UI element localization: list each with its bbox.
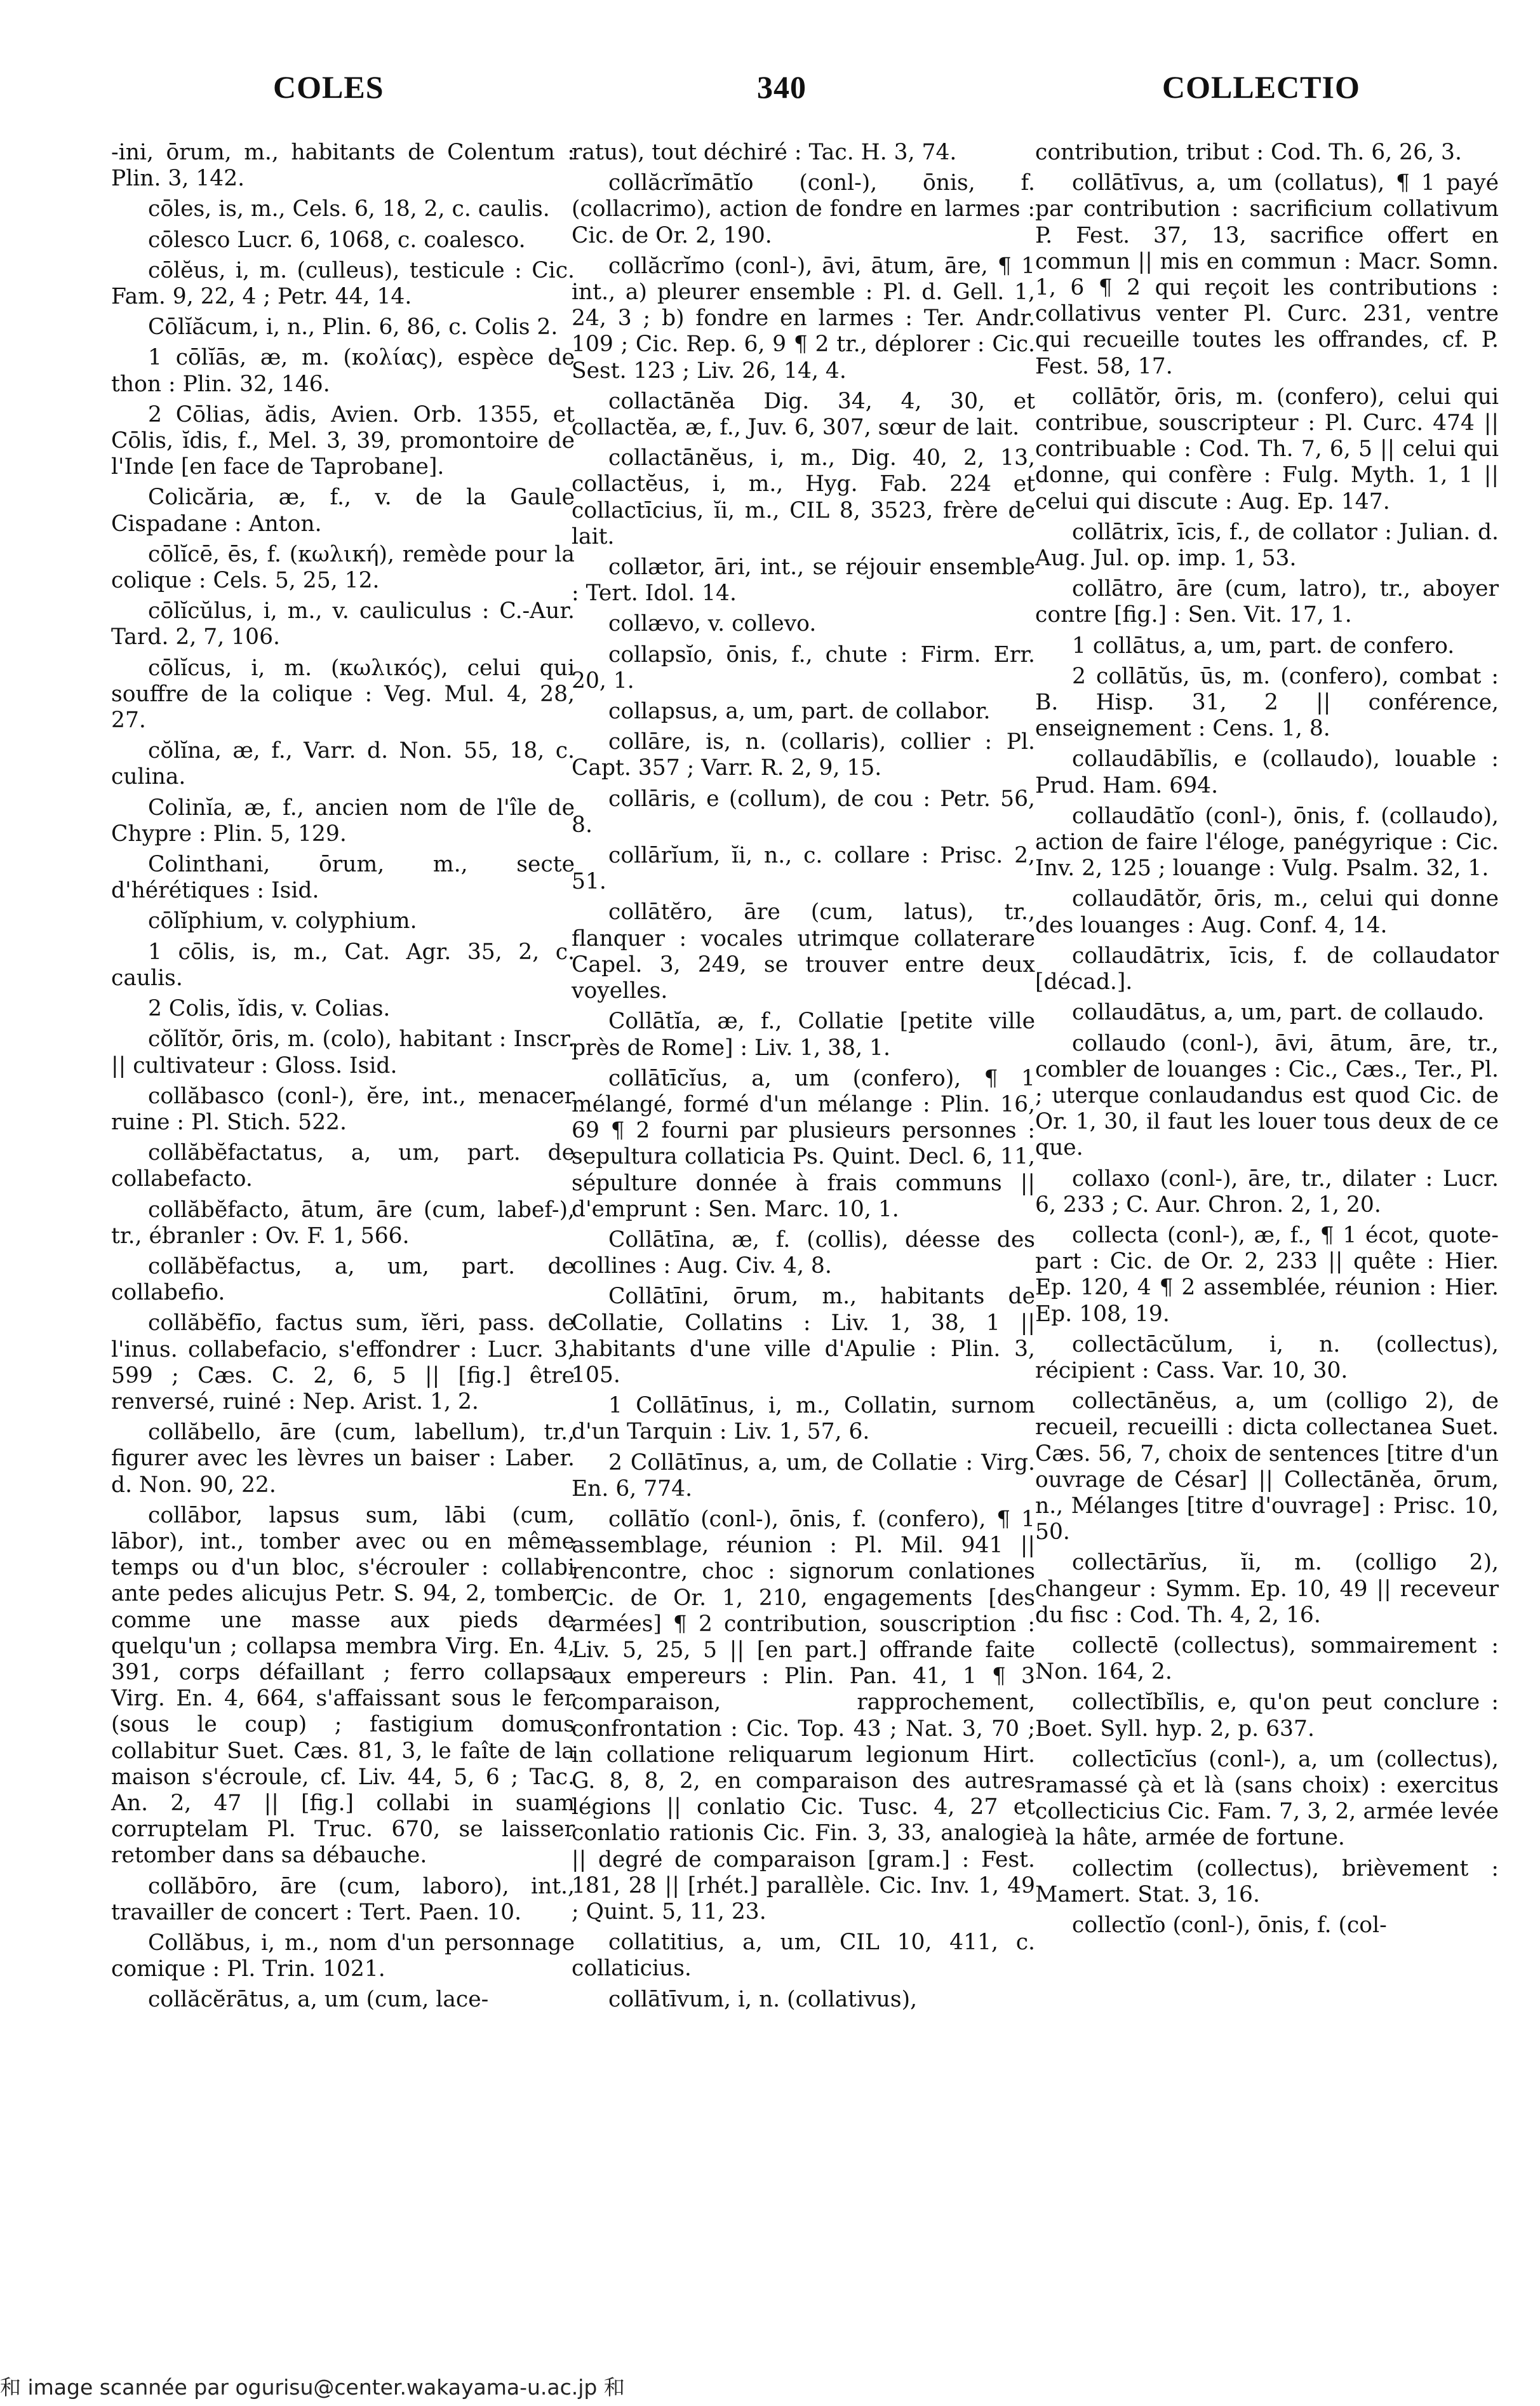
dictionary-entry: 2 Cōlias, ădis, Avien. Orb. 1355, et Cōlis, ĭdis, f., Mel. 3, 39, promontoire de l'Inde [en face de Taprobane]. [111, 401, 575, 480]
dictionary-entry: Collăbus, i, m., nom d'un personnage comique : Pl. Trin. 1021. [111, 1930, 575, 1982]
column-2 [572, 140, 1035, 2017]
dictionary-entry: collātīvus, a, um (collatus), ¶ 1 payé par contribution : sacrificium collativum P. Fest. 37, 13, sacrifice offert en commun || mis en commun : Macr. Somn. 1, 6 ¶ 2 qui reçoit les contributions : collativus venter Pl. Curc. 231, ventre qui recueille toutes les offrandes, cf. P. Fest. 58, 17. [1035, 170, 1499, 379]
dictionary-entry: collăbĕfactatus, a, um, part. de collabefacto. [111, 1140, 575, 1192]
column-1 [111, 140, 575, 2018]
dictionary-entry: collăcrĭmātĭo (conl-), ōnis, f. (collacrimo), action de fondre en larmes : Cic. de Or. 2, 190. [572, 170, 1035, 248]
dictionary-entry: collaudātrix, īcis, f. de collaudator [décad.]. [1035, 943, 1499, 995]
dictionary-entry: collectĭbĭlis, e, qu'on peut conclure : Boet. Syll. hyp. 2, p. 637. [1035, 1690, 1499, 1742]
dictionary-entry: cŏlĭtŏr, ōris, m. (colo), habitant : Inscr. || cultivateur : Gloss. Isid. [111, 1026, 575, 1079]
dictionary-entry: cōles, is, m., Cels. 6, 18, 2, c. caulis. [148, 196, 550, 222]
dictionary-entry: cōlĭcŭlus, i, m., v. cauliculus : C.-Aur. Tard. 2, 7, 106. [111, 598, 575, 650]
dictionary-entry: collātĭo (conl-), ōnis, f. (confero), ¶ 1 assemblage, réunion : Pl. Mil. 941 || rencontre, choc : signorum conlationes Cic. de Or. 1, 210, engagements [des armées] ¶ 2 contribution, souscription : Liv. 5, 25, 5 || [en part.] offrande faite aux empereurs : Plin. Pan. 41, 1 ¶ 3 comparaison, rapprochement, confrontation : Cic. Top. 43 ; Nat. 3, 70 ; in collatione reliquarum legionum Hirt. G. 8, 8, 2, en comparaison des autres légions || conlatio Cic. Tusc. 4, 27 et conlatio rationis Cic. Fin. 3, 33, analogie || degré de comparaison [gram.] : Fest. 181, 28 || [rhét.] parallèle. Cic. Inv. 1, 49 ; Quint. 5, 11, 23. [572, 1506, 1035, 1925]
dictionary-entry: cŏlĭna, æ, f., Varr. d. Non. 55, 18, c. culina. [111, 738, 575, 790]
dictionary-entry: Colinthani, ōrum, m., secte d'hérétiques : Isid. [111, 852, 575, 904]
dictionary-entry: collaxo (conl-), āre, tr., dilater : Lucr. 6, 233 ; C. Aur. Chron. 2, 1, 20. [1035, 1166, 1499, 1218]
dictionary-entry: collăbasco (conl-), ĕre, int., menacer ruine : Pl. Stich. 522. [111, 1083, 575, 1135]
dictionary-entry: collātro, āre (cum, latro), tr., aboyer contre [fig.] : Sen. Vit. 17, 1. [1035, 576, 1499, 628]
dictionary-entry: collectĭo (conl-), ōnis, f. (col- [1072, 1912, 1387, 1938]
dictionary-entry: Colinĭa, æ, f., ancien nom de l'île de Chypre : Plin. 5, 129. [111, 795, 575, 847]
dictionary-entry: ratus), tout déchiré : Tac. H. 3, 74. [572, 140, 957, 165]
scan-credit: 和 image scannée par ogurisu@center.wakayama-u.ac.jp 和 [0, 2375, 625, 2400]
page-number: 340 [757, 69, 807, 105]
dictionary-entry: collapsĭo, ōnis, f., chute : Firm. Err. 20, 1. [572, 642, 1035, 694]
dictionary-entry: collectīcĭus (conl-), a, um (collectus), ramassé çà et là (sans choix) : exercitus collecticius Cic. Fam. 7, 3, 2, armée levée à la hâte, armée de fortune. [1035, 1746, 1499, 1851]
dictionary-entry: collapsus, a, um, part. de collabor. [608, 699, 991, 725]
dictionary-entry: cōlĕus, i, m. (culleus), testicule : Cic. Fam. 9, 22, 4 ; Petr. 44, 14. [111, 257, 575, 310]
dictionary-entry: 1 Collātīnus, i, m., Collatin, surnom d'un Tarquin : Liv. 1, 57, 6. [572, 1393, 1035, 1445]
dictionary-entry: collātrix, īcis, f., de collator : Julian. d. Aug. Jul. op. imp. 1, 53. [1035, 519, 1499, 572]
dictionary-entry: collăcrĭmo (conl-), āvi, ātum, āre, ¶ 1 int., a) pleurer ensemble : Pl. d. Gell. 1, 24, 3 ; b) fondre en larmes : Ter. Andr. 109 ; Cic. Rep. 6, 9 ¶ 2 tr., déplorer : Cic. Sest. 123 ; Liv. 26, 14, 4. [572, 253, 1035, 384]
dictionary-entry: collātĕro, āre (cum, latus), tr., flanquer : vocales utrimque collaterare Capel. 3, 249, se trouver entre deux voyelles. [572, 899, 1035, 1004]
dictionary-entry: collætor, āri, int., se réjouir ensemble : Tert. Idol. 14. [572, 554, 1035, 607]
dictionary-entry: cōlĭphium, v. colyphium. [148, 908, 417, 934]
dictionary-entry: collaudābĭlis, e (collaudo), louable : Prud. Ham. 694. [1035, 746, 1499, 798]
dictionary-entry: collectārĭus, ĭi, m. (colligo 2), changeur : Symm. Ep. 10, 49 || receveur du fisc : Cod. Th. 4, 2, 16. [1035, 1550, 1499, 1628]
dictionary-entry: collactānĕus, i, m., Dig. 40, 2, 13, collactĕus, i, m., Hyg. Fab. 224 et collactīcius, ĭi, m., CIL 8, 3523, frère de lait. [572, 445, 1035, 549]
dictionary-entry: collatitius, a, um, CIL 10, 411, c. collaticius. [572, 1930, 1035, 1982]
dictionary-entry: collævo, v. collevo. [608, 611, 817, 637]
dictionary-entry: collăbĕfactus, a, um, part. de collabefio. [111, 1253, 575, 1306]
dictionary-entry: collaudātus, a, um, part. de collaudo. [1072, 1000, 1485, 1026]
dictionary-entry: cōlĭcus, i, m. (κωλικός), celui qui souffre de la colique : Veg. Mul. 4, 28, 27. [111, 655, 575, 734]
dictionary-entry: collātŏr, ōris, m. (confero), celui qui contribue, souscripteur : Pl. Curc. 474 || contribuable : Cod. Th. 7, 6, 5 || celui qui donne, qui confère : Fulg. Myth. 1, 1 || celui qui discute : Aug. Ep. 147. [1035, 384, 1499, 514]
dictionary-entry: collāre, is, n. (collaris), collier : Pl. Capt. 357 ; Varr. R. 2, 9, 15. [572, 729, 1035, 781]
dictionary-entry: collāris, e (collum), de cou : Petr. 56, 8. [572, 786, 1035, 838]
dictionary-entry: collātīcĭus, a, um (confero), ¶ 1 mélangé, formé d'un mélange : Plin. 16, 69 ¶ 2 fourni par plusieurs personnes : sepultura collaticia Ps. Quint. Decl. 6, 11, sépulture donnée à frais communs || d'emprunt : Sen. Marc. 10, 1. [572, 1065, 1035, 1222]
dictionary-entry: collectānĕus, a, um (colligo 2), de recueil, recueilli : dicta collectanea Suet. Cæs. 56, 7, choix de sentences [titre d'un ouvrage de César] || Collectānĕa, ōrum, n., Mélanges [titre d'ouvrage] : Prisc. 10, 50. [1035, 1388, 1499, 1545]
dictionary-entry: Collātīni, ōrum, m., habitants de Collatie, Collatins : Liv. 1, 38, 1 || habitants d'une ville d'Apulie : Plin. 3, 105. [572, 1284, 1035, 1388]
dictionary-entry: cōlĭcē, ēs, f. (κωλική), remède pour la colique : Cels. 5, 25, 12. [111, 541, 575, 594]
dictionary-entry: 1 collātus, a, um, part. de confero. [1072, 633, 1455, 659]
dictionary-entry: 2 collātŭs, ūs, m. (confero), combat : B. Hisp. 31, 2 || conférence, enseignement : Cens. 1, 8. [1035, 663, 1499, 742]
dictionary-entry: collăbello, āre (cum, labellum), tr., figurer avec les lèvres un baiser : Laber. d. Non. 90, 22. [111, 1420, 575, 1498]
dictionary-entry: collectim (collectus), brièvement : Mamert. Stat. 3, 16. [1035, 1855, 1499, 1907]
dictionary-entry: collecta (conl-), æ, f., ¶ 1 écot, quote-part : Cic. de Or. 2, 233 || quête : Hier. Ep. 120, 4 ¶ 2 assemblée, réunion : Hier. Ep. 108, 19. [1035, 1222, 1499, 1327]
column-3 [1035, 140, 1499, 1943]
dictionary-entry: 1 cōlis, is, m., Cat. Agr. 35, 2, c. caulis. [111, 939, 575, 991]
dictionary-entry: collātīvum, i, n. (collativus), [608, 1986, 918, 2012]
dictionary-entry: collăbĕfīo, factus sum, ĭĕri, pass. de l'inus. collabefacio, s'effondrer : Lucr. 3, 599 ; Cæs. C. 2, 6, 5 || [fig.] être renversé, ruiné : Nep. Arist. 1, 2. [111, 1310, 575, 1415]
dictionary-entry: -ini, ōrum, m., habitants de Colentum : Plin. 3, 142. [111, 140, 575, 192]
dictionary-entry: collăbĕfacto, ātum, āre (cum, labef-), tr., ébranler : Ov. F. 1, 566. [111, 1197, 575, 1249]
dictionary-entry: collăbōro, āre (cum, laboro), int., travailler de concert : Tert. Paen. 10. [111, 1873, 575, 1925]
dictionary-entry: collăcĕrātus, a, um (cum, lace- [148, 1987, 489, 2013]
running-head-left: COLES [273, 69, 384, 105]
dictionary-entry: collactānĕa Dig. 34, 4, 30, et collactĕa, æ, f., Juv. 6, 307, sœur de lait. [572, 388, 1035, 441]
dictionary-entry: Collātīna, æ, f. (collis), déesse des collines : Aug. Civ. 4, 8. [572, 1227, 1035, 1279]
dictionary-entry: 2 Collātīnus, a, um, de Collatie : Virg. En. 6, 774. [572, 1449, 1035, 1502]
running-head-right: COLLECTIO [1162, 69, 1360, 105]
dictionary-entry: collārĭum, ĭi, n., c. collare : Prisc. 2, 51. [572, 843, 1035, 895]
dictionary-entry: cōlesco Lucr. 6, 1068, c. coalesco. [148, 227, 526, 253]
dictionary-entry: collaudātŏr, ōris, m., celui qui donne des louanges : Aug. Conf. 4, 14. [1035, 886, 1499, 938]
dictionary-entry: Cōlĭăcum, i, n., Plin. 6, 86, c. Colis 2. [148, 314, 558, 340]
dictionary-entry: Colicăria, æ, f., v. de la Gaule Cispadane : Anton. [111, 485, 575, 537]
dictionary-entry: 1 cōlĭās, æ, m. (κολίας), espèce de thon : Plin. 32, 146. [111, 345, 575, 397]
dictionary-entry: collaudātĭo (conl-), ōnis, f. (collaudo), action de faire l'éloge, panégyrique : Cic. Inv. 2, 125 ; louange : Vulg. Psalm. 32, 1. [1035, 803, 1499, 882]
dictionary-entry: 2 Colis, ĭdis, v. Colias. [148, 996, 391, 1022]
dictionary-entry: contribution, tribut : Cod. Th. 6, 26, 3. [1035, 140, 1462, 165]
dictionary-entry: collaudo (conl-), āvi, ātum, āre, tr., combler de louanges : Cic., Cæs., Ter., Pl. ; uterque conlaudandus est quod Cic. de Or. 1, 30, il faut les louer tous deux de ce que. [1035, 1030, 1499, 1161]
dictionary-entry: Collātĭa, æ, f., Collatie [petite ville près de Rome] : Liv. 1, 38, 1. [572, 1009, 1035, 1061]
dictionary-entry: collābor, lapsus sum, lābi (cum, lābor), int., tomber avec ou en même temps ou d'un bloc, s'écrouler : collabi ante pedes alicujus Petr. S. 94, 2, tomber comme une masse aux pieds de quelqu'un ; collapsa membra Virg. En. 4, 391, corps défaillant ; ferro collapsa Virg. En. 4, 664, s'affaissant sous le fer (sous le coup) ; fastigium domus collabitur Suet. Cæs. 81, 3, le faîte de la maison s'écroule, cf. Liv. 44, 5, 6 ; Tac. An. 2, 47 || [fig.] collabi in suam corruptelam Pl. Truc. 670, se laisser retomber dans sa débauche. [111, 1502, 575, 1869]
dictionary-entry: collectācŭlum, i, n. (collectus), récipient : Cass. Var. 10, 30. [1035, 1331, 1499, 1383]
dictionary-entry: collectē (collectus), sommairement : Non. 164, 2. [1035, 1632, 1499, 1685]
